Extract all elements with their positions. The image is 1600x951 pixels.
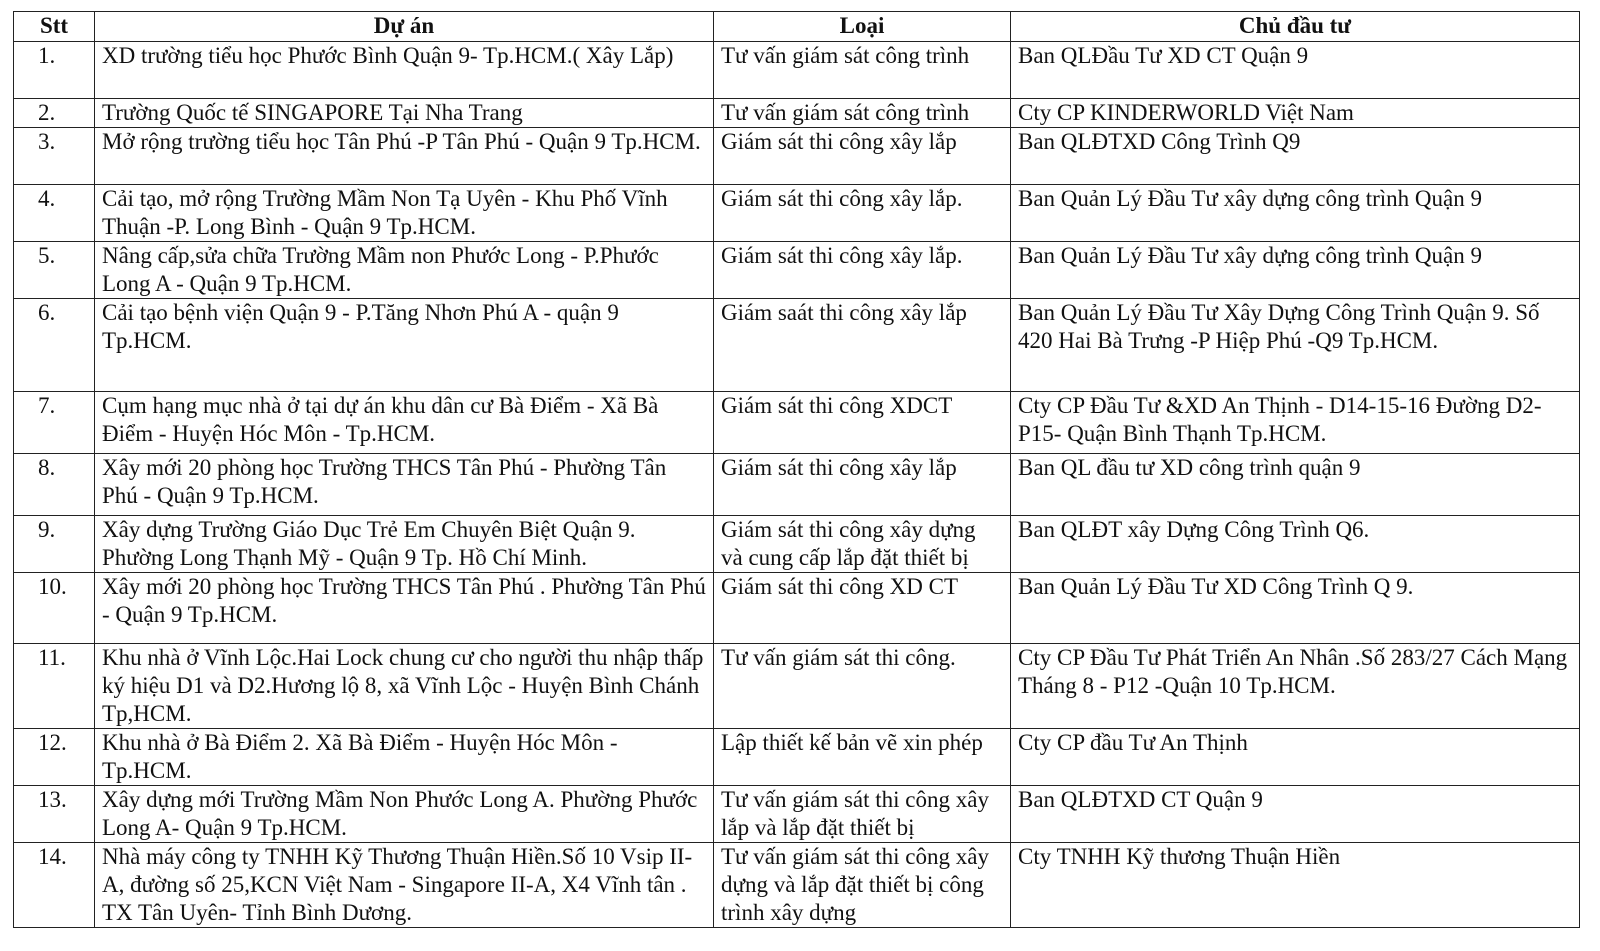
row-type: Tư vấn giám sát công trình: [714, 99, 1011, 128]
row-type: Giám sát thi công xây lắp.: [714, 185, 1011, 242]
row-investor: Ban Quản Lý Đầu Tư Xây Dựng Công Trình Quận 9. Số 420 Hai Bà Trưng -P Hiệp Phú -Q9 Tp.HCM.: [1011, 299, 1580, 392]
row-investor: Ban QL đầu tư XD công trình quận 9: [1011, 454, 1580, 516]
row-stt: 7.: [14, 392, 95, 454]
row-stt: 8.: [14, 454, 95, 516]
row-type: Tư vấn giám sát thi công xây dựng và lắp đặt thiết bị công trình xây dựng: [714, 843, 1011, 928]
table-body: [14, 42, 1580, 928]
header-type: Loại: [714, 12, 1011, 42]
row-project: Nhà máy công ty TNHH Kỹ Thương Thuận Hiền.Số 10 Vsip II-A, đường số 25,KCN Việt Nam - Singapore II-A, X4 Vĩnh tân . TX Tân Uyên- Tỉnh Bình Dương.: [95, 843, 714, 928]
header-investor: Chủ đầu tư: [1011, 12, 1580, 42]
row-stt: 3.: [14, 128, 95, 185]
row-type: Giám saát thi công xây lắp: [714, 299, 1011, 392]
row-investor: Ban Quản Lý Đầu Tư XD Công Trình Q 9.: [1011, 573, 1580, 644]
table-row: [14, 516, 1580, 573]
table-row: [14, 128, 1580, 185]
row-investor: Ban Quản Lý Đầu Tư xây dựng công trình Quận 9: [1011, 185, 1580, 242]
table-row: [14, 454, 1580, 516]
row-project: Nâng cấp,sửa chữa Trường Mầm non Phước Long - P.Phước Long A - Quận 9 Tp.HCM.: [95, 242, 714, 299]
row-stt: 11.: [14, 644, 95, 729]
row-type: Giám sát thi công XD CT: [714, 573, 1011, 644]
table-row: [14, 242, 1580, 299]
row-stt: 6.: [14, 299, 95, 392]
table-row: [14, 786, 1580, 843]
row-investor: Cty CP Đầu Tư &XD An Thịnh - D14-15-16 Đường D2-P15- Quận Bình Thạnh Tp.HCM.: [1011, 392, 1580, 454]
row-type: Giám sát thi công xây lắp: [714, 454, 1011, 516]
row-stt: 1.: [14, 42, 95, 99]
row-stt: 4.: [14, 185, 95, 242]
row-project: Trường Quốc tế SINGAPORE Tại Nha Trang: [95, 99, 714, 128]
header-stt: Stt: [14, 12, 95, 42]
row-project: Xây mới 20 phòng học Trường THCS Tân Phú . Phường Tân Phú - Quận 9 Tp.HCM.: [95, 573, 714, 644]
row-type: Lập thiết kế bản vẽ xin phép: [714, 729, 1011, 786]
table-row: [14, 729, 1580, 786]
row-type: Giám sát thi công XDCT: [714, 392, 1011, 454]
table-row: [14, 573, 1580, 644]
row-investor: Ban QLĐTXD Công Trình Q9: [1011, 128, 1580, 185]
table-row: [14, 299, 1580, 392]
row-stt: 12.: [14, 729, 95, 786]
row-investor: Ban QLĐTXD CT Quận 9: [1011, 786, 1580, 843]
table-row: [14, 99, 1580, 128]
row-project: Xây dựng mới Trường Mầm Non Phước Long A. Phường Phước Long A- Quận 9 Tp.HCM.: [95, 786, 714, 843]
row-type: Giám sát thi công xây lắp: [714, 128, 1011, 185]
row-investor: Ban QLĐầu Tư XD CT Quận 9: [1011, 42, 1580, 99]
row-investor: Ban QLĐT xây Dựng Công Trình Q6.: [1011, 516, 1580, 573]
row-investor: Cty CP Đầu Tư Phát Triển An Nhân .Số 283/27 Cách Mạng Tháng 8 - P12 -Quận 10 Tp.HCM.: [1011, 644, 1580, 729]
table-row: [14, 644, 1580, 729]
row-type: Tư vấn giám sát thi công xây lắp và lắp đặt thiết bị: [714, 786, 1011, 843]
row-stt: 2.: [14, 99, 95, 128]
row-stt: 14.: [14, 843, 95, 928]
row-investor: Ban Quản Lý Đầu Tư xây dựng công trình Quận 9: [1011, 242, 1580, 299]
row-investor: Cty CP đầu Tư An Thịnh: [1011, 729, 1580, 786]
row-type: Giám sát thi công xây lắp.: [714, 242, 1011, 299]
row-type: Tư vấn giám sát công trình: [714, 42, 1011, 99]
row-project: Cụm hạng mục nhà ở tại dự án khu dân cư Bà Điểm - Xã Bà Điểm - Huyện Hóc Môn - Tp.HCM.: [95, 392, 714, 454]
row-project: Cải tạo, mở rộng Trường Mầm Non Tạ Uyên - Khu Phố Vĩnh Thuận -P. Long Bình - Quận 9 Tp.HCM.: [95, 185, 714, 242]
table-row: [14, 42, 1580, 99]
row-type: Giám sát thi công xây dựng và cung cấp lắp đặt thiết bị: [714, 516, 1011, 573]
row-project: Khu nhà ở Bà Điểm 2. Xã Bà Điểm - Huyện Hóc Môn - Tp.HCM.: [95, 729, 714, 786]
row-stt: 13.: [14, 786, 95, 843]
row-type: Tư vấn giám sát thi công.: [714, 644, 1011, 729]
table-row: [14, 392, 1580, 454]
row-stt: 10.: [14, 573, 95, 644]
row-investor: Cty CP KINDERWORLD Việt Nam: [1011, 99, 1580, 128]
row-stt: 9.: [14, 516, 95, 573]
row-project: Xây mới 20 phòng học Trường THCS Tân Phú - Phường Tân Phú - Quận 9 Tp.HCM.: [95, 454, 714, 516]
row-investor: Cty TNHH Kỹ thương Thuận Hiền: [1011, 843, 1580, 928]
row-project: XD trường tiểu học Phước Bình Quận 9- Tp.HCM.( Xây Lắp): [95, 42, 714, 99]
row-stt: 5.: [14, 242, 95, 299]
row-project: Khu nhà ở Vĩnh Lộc.Hai Lock chung cư cho người thu nhập thấp ký hiệu D1 và D2.Hương lộ 8, xã Vĩnh Lộc - Huyện Bình Chánh Tp,HCM.: [95, 644, 714, 729]
row-project: Xây dựng Trường Giáo Dục Trẻ Em Chuyên Biệt Quận 9. Phường Long Thạnh Mỹ - Quận 9 Tp. Hồ Chí Minh.: [95, 516, 714, 573]
header-project: Dự án: [95, 12, 714, 42]
header-row: [14, 12, 1580, 42]
table-row: [14, 185, 1580, 242]
project-table: [13, 11, 1580, 928]
row-project: Cải tạo bệnh viện Quận 9 - P.Tăng Nhơn Phú A - quận 9 Tp.HCM.: [95, 299, 714, 392]
row-project: Mở rộng trường tiểu học Tân Phú -P Tân Phú - Quận 9 Tp.HCM.: [95, 128, 714, 185]
table-row: [14, 843, 1580, 928]
